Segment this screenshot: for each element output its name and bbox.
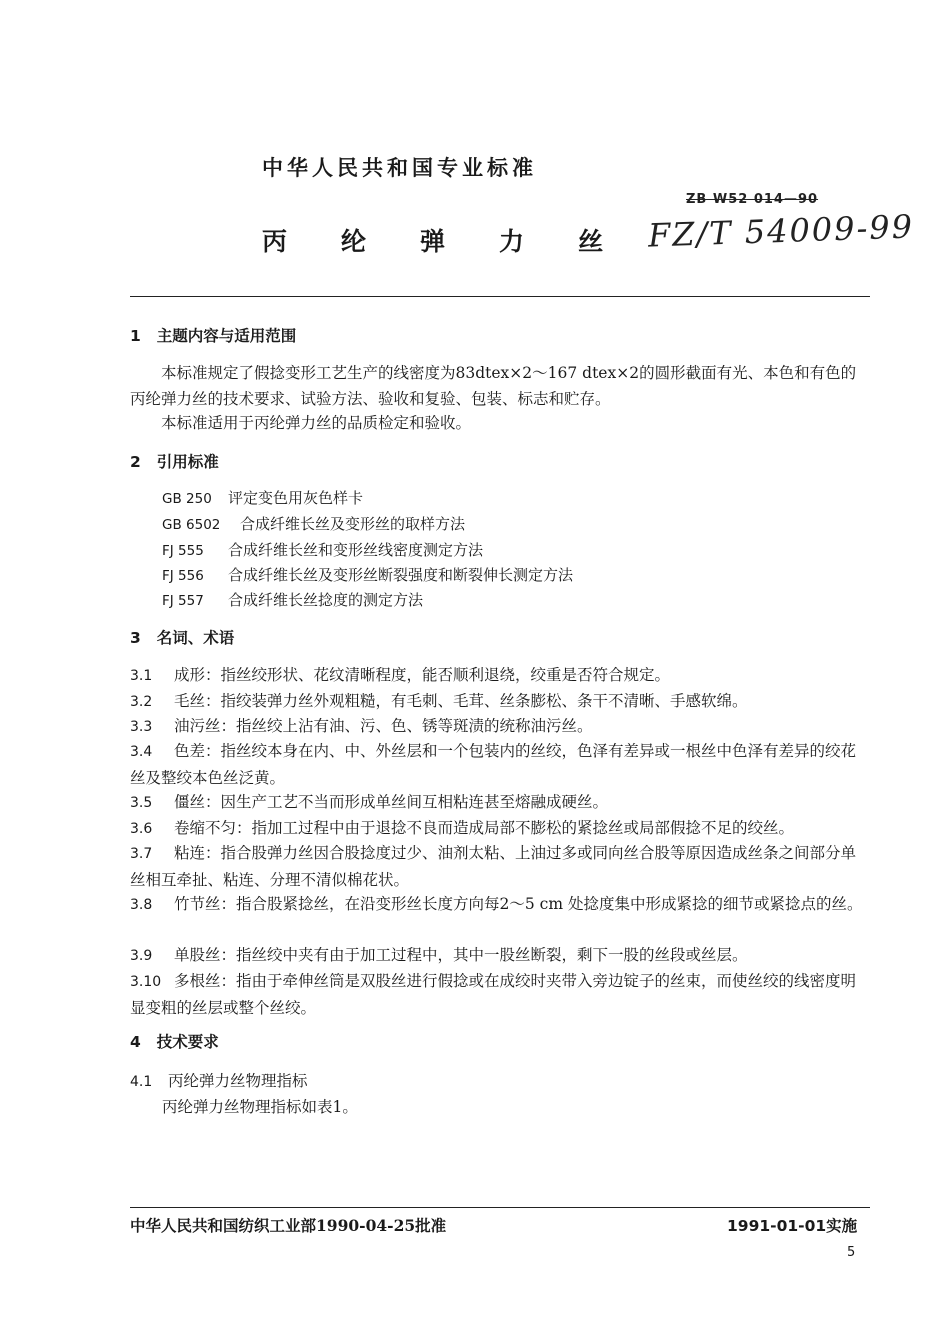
term-number: 3.4 <box>130 744 153 760</box>
section-title: 引用标准 <box>156 452 219 471</box>
page-number: 5 <box>847 1245 856 1260</box>
term-definition <box>130 789 870 816</box>
section-title: 技术要求 <box>156 1032 219 1051</box>
term-text: 成形：指丝绞形状、花纹清晰程度，能否顺利退绕，绞重是否符合规定。 <box>174 666 671 684</box>
reference-title: 评定变色用灰色样卡 <box>228 489 364 507</box>
reference-code: FJ 556 <box>162 568 204 584</box>
term-text: 僵丝：因生产工艺不当而形成单丝间互相粘连甚至熔融成硬丝。 <box>174 793 609 811</box>
old-standard-code: ZB W52 014—90 <box>686 192 819 207</box>
term-text: 色差：指丝绞本身在内、中、外丝层和一个包装内的丝绞，色泽有差异或一根丝中色泽有差异的绞花丝及整绞本色丝泛黄。 <box>130 742 857 787</box>
term-number: 3.10 <box>130 974 162 990</box>
reference-code: GB 250 <box>162 491 212 507</box>
section-2-heading <box>130 450 219 472</box>
reference-item <box>162 589 423 610</box>
footer-divider <box>130 1207 870 1208</box>
term-definition <box>130 891 870 918</box>
section-title: 主题内容与适用范围 <box>156 326 297 345</box>
subsection-heading <box>130 1068 870 1095</box>
title-char: 力 <box>499 227 525 256</box>
reference-item <box>162 539 483 560</box>
section-1-heading <box>130 324 296 346</box>
section-number: 4 <box>130 1033 141 1051</box>
section-1-paragraph: 本标准适用于丙纶弹力丝的品质检定和验收。 <box>161 414 472 432</box>
term-number: 3.7 <box>130 846 153 862</box>
term-number: 3.6 <box>130 821 153 837</box>
subsection-text: 丙纶弹力丝物理指标如表1。 <box>162 1098 358 1116</box>
term-definition <box>130 942 870 969</box>
term-number: 3.9 <box>130 948 153 964</box>
section-number: 2 <box>130 453 141 471</box>
reference-item <box>162 513 465 534</box>
header-divider <box>130 296 870 297</box>
section-title: 名词、术语 <box>156 628 235 647</box>
reference-title: 合成纤维长丝及变形丝断裂强度和断裂伸长测定方法 <box>228 566 574 584</box>
term-number: 3.2 <box>130 694 153 710</box>
term-definition <box>130 840 870 893</box>
reference-title: 合成纤维长丝和变形丝线密度测定方法 <box>228 541 484 559</box>
subsection-title: 丙纶弹力丝物理指标 <box>168 1072 308 1090</box>
term-definition <box>130 688 870 715</box>
term-definition <box>130 815 870 842</box>
term-definition <box>130 662 870 689</box>
section-number: 1 <box>130 327 141 345</box>
reference-title: 合成纤维长丝捻度的测定方法 <box>228 591 424 609</box>
term-number: 3.8 <box>130 897 153 913</box>
term-number: 3.5 <box>130 795 153 811</box>
approval-statement: 中华人民共和国纺织工业部1990-04-25批准 <box>130 1216 447 1235</box>
section-3-heading <box>130 626 234 648</box>
term-definition <box>130 738 870 791</box>
standard-type-heading: 中华人民共和国专业标准 <box>262 155 537 180</box>
term-text: 粘连：指合股弹力丝因合股捻度过少、油剂太粘、上油过多或同向丝合股等原因造成丝条之间部分单丝相互牵扯、粘连、分理不清似棉花状。 <box>130 844 857 889</box>
reference-code: FJ 557 <box>162 593 204 609</box>
reference-item <box>162 564 573 585</box>
reference-item <box>162 487 363 508</box>
term-definition <box>130 713 870 740</box>
term-definition <box>130 968 870 1021</box>
section-4-heading <box>130 1030 219 1052</box>
term-number: 3.1 <box>130 668 153 684</box>
document-title <box>262 222 657 258</box>
term-text: 多根丝：指由于牵伸丝筒是双股丝进行假捻或在成绞时夹带入旁边锭子的丝束，而使丝绞的线密度明显变粗的丝层或整个丝绞。 <box>130 972 857 1017</box>
reference-code: GB 6502 <box>162 517 221 533</box>
reference-code: FJ 555 <box>162 543 204 559</box>
term-text: 毛丝：指绞装弹力丝外观粗糙，有毛刺、毛茸、丝条膨松、条干不清晰、手感软绵。 <box>174 692 748 710</box>
title-char: 丝 <box>578 227 604 256</box>
section-1-paragraph: 本标准规定了假捻变形工艺生产的线密度为83dtex×2～167 dtex×2的圆形截面有光、本色和有色的丙纶弹力丝的技术要求、试验方法、验收和复验、包装、标志和贮存。 <box>130 364 857 408</box>
term-text: 竹节丝：指合股紧捻丝，在沿变形丝长度方向每2～5 cm 处捻度集中形成紧捻的细节或紧捻点的丝。 <box>174 895 863 913</box>
title-char: 纶 <box>341 227 367 256</box>
term-number: 3.3 <box>130 719 153 735</box>
title-char: 弹 <box>420 227 446 256</box>
section-number: 3 <box>130 629 141 647</box>
subsection-number: 4.1 <box>130 1074 153 1090</box>
term-text: 卷缩不匀：指加工过程中由于退捻不良而造成局部不膨松的紧捻丝或局部假捻不足的绞丝。 <box>174 819 795 837</box>
effective-date: 1991-01-01实施 <box>727 1217 858 1235</box>
title-char: 丙 <box>262 227 288 256</box>
handwritten-new-code: FZ/T 54009-99 <box>647 207 915 255</box>
term-text: 单股丝：指丝绞中夹有由于加工过程中，其中一股丝断裂，剩下一股的丝段或丝层。 <box>174 946 748 964</box>
reference-title: 合成纤维长丝及变形丝的取样方法 <box>240 515 466 533</box>
term-text: 油污丝：指丝绞上沾有油、污、色、锈等斑渍的统称油污丝。 <box>174 717 593 735</box>
